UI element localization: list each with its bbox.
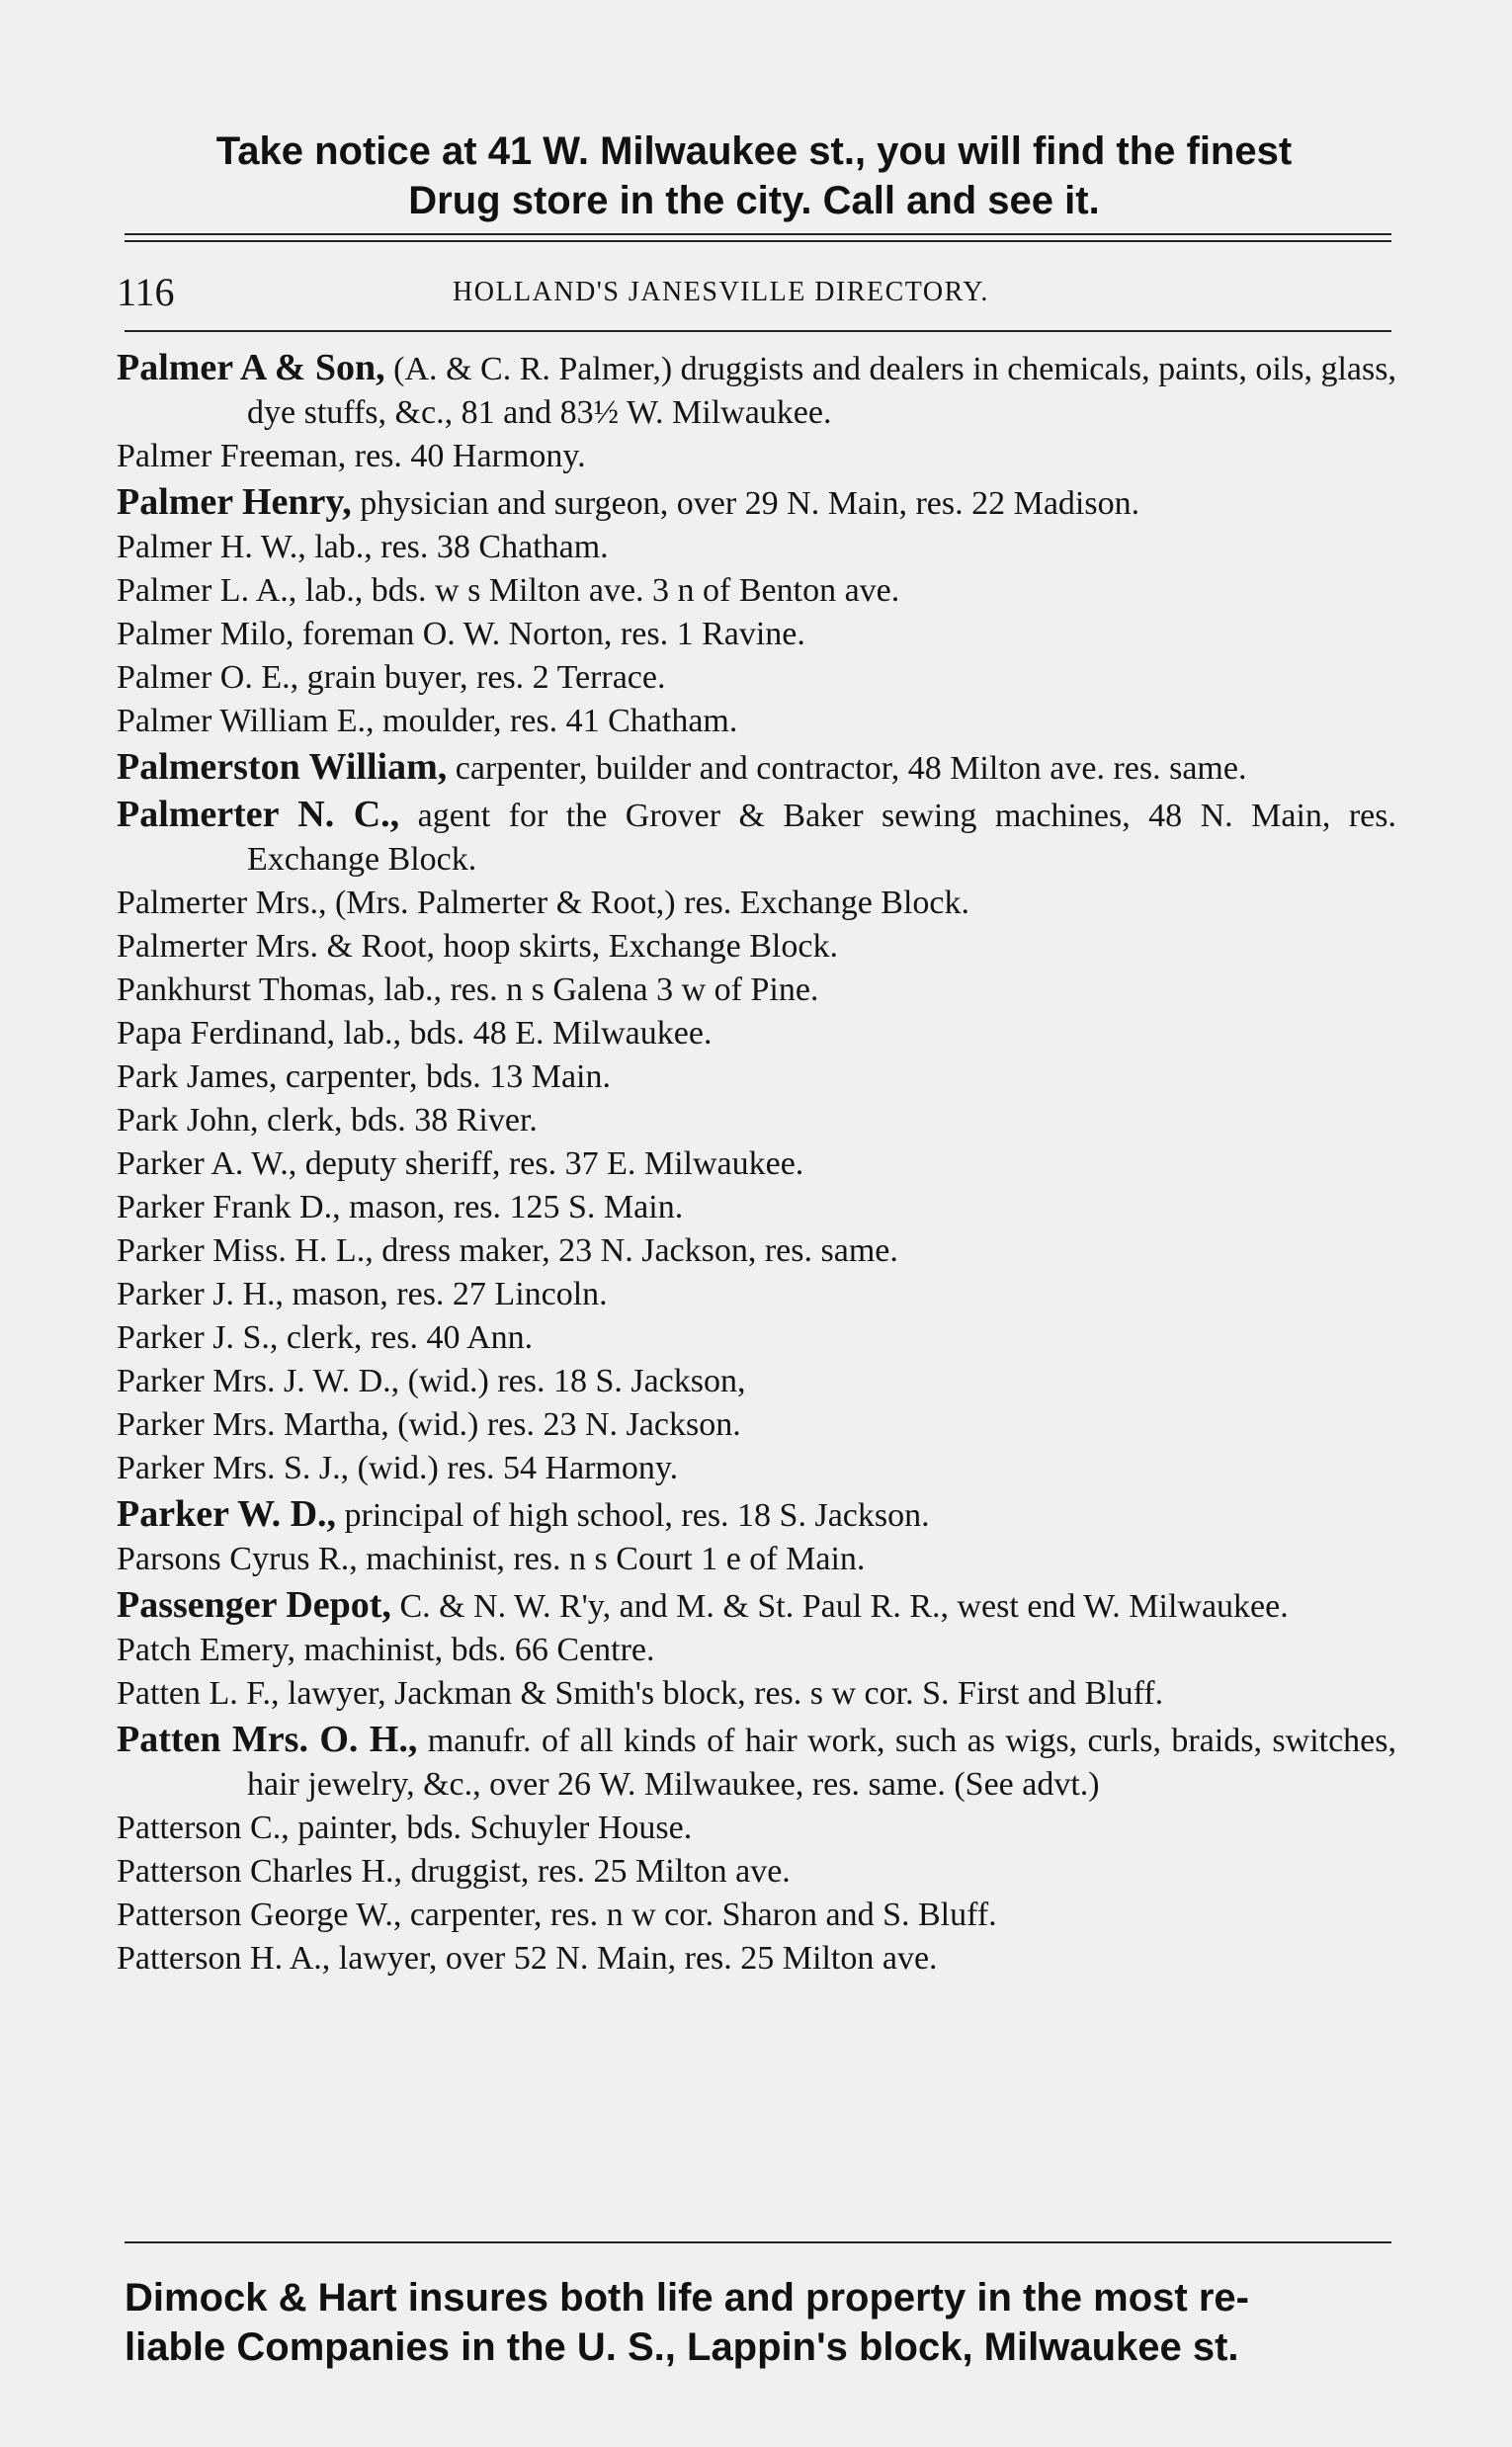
entry-name: Palmerter N. C., <box>117 794 400 835</box>
directory-entry <box>117 1538 1396 1581</box>
directory-entry <box>117 1672 1396 1716</box>
entry-text: (A. & C. R. Palmer,) druggists and dealers in chemicals, paints, oils, glass, dye stuffs, &c., 81 and 83½ W. Milwaukee. <box>247 351 1396 431</box>
entry-text: manufr. of all kinds of hair work, such as wigs, curls, braids, switches, hair jewelry, &c., over 26 W. Milwaukee, res. same. (See advt.) <box>247 1723 1397 1803</box>
entry-text: Parker Mrs. S. J., (wid.) res. 54 Harmony. <box>117 1450 679 1486</box>
entry-text: Parsons Cyrus R., machinist, res. n s Court 1 e of Main. <box>117 1541 866 1577</box>
directory-entry <box>117 1012 1396 1055</box>
page-number: 116 <box>117 270 175 314</box>
entry-text: Park James, carpenter, bds. 13 Main. <box>117 1058 612 1095</box>
directory-entry <box>117 700 1396 743</box>
entry-text: Patch Emery, machinist, bds. 66 Centre. <box>117 1632 655 1668</box>
page-header <box>117 265 1391 320</box>
directory-entry <box>117 793 1396 882</box>
entry-text: Patterson H. A., lawyer, over 52 N. Main, res. 25 Milton ave. <box>117 1940 938 1977</box>
top-advertisement <box>117 127 1391 225</box>
entry-text: Parker Mrs. J. W. D., (wid.) res. 18 S. Jackson, <box>117 1363 746 1399</box>
directory-entry <box>117 1055 1396 1099</box>
directory-entries <box>117 344 1396 1981</box>
entry-name: Palmer A & Son, <box>117 347 385 388</box>
directory-entry <box>117 1403 1396 1447</box>
bottom-rule <box>125 2241 1391 2243</box>
top-ad-line-1: Take notice at 41 W. Milwaukee st., you will find the finest <box>215 129 1293 173</box>
entry-text: Palmer William E., moulder, res. 41 Chatham. <box>117 703 738 739</box>
entry-text: C. & N. W. R'y, and M. & St. Paul R. R., west end W. Milwaukee. <box>390 1588 1289 1625</box>
entry-text: Park John, clerk, bds. 38 River. <box>117 1102 538 1139</box>
directory-entry <box>117 1273 1396 1316</box>
header-rule <box>125 330 1391 332</box>
directory-entry <box>117 1447 1396 1490</box>
entry-text: Palmer H. W., lab., res. 38 Chatham. <box>117 529 609 565</box>
directory-entry <box>117 925 1396 969</box>
entry-text: agent for the Grover & Baker sewing machines, 48 N. Main, res. Exchange Block. <box>247 798 1396 878</box>
entry-text: Patterson C., painter, bds. Schuyler House. <box>117 1810 693 1846</box>
bottom-ad-line-2: liable Companies in the U. S., Lappin's block, Milwaukee st. <box>125 2325 1239 2369</box>
entry-text: Parker Frank D., mason, res. 125 S. Main. <box>117 1189 684 1225</box>
directory-entry <box>117 1807 1396 1850</box>
entry-text: Parker J. S., clerk, res. 40 Ann. <box>117 1319 534 1356</box>
directory-entry <box>117 656 1396 700</box>
entry-text: Papa Ferdinand, lab., bds. 48 E. Milwaukee. <box>117 1015 713 1052</box>
directory-entry <box>117 613 1396 656</box>
entry-text: Patten L. F., lawyer, Jackman & Smith's block, res. s w cor. S. First and Bluff. <box>117 1675 1164 1712</box>
bottom-advertisement <box>125 2273 1399 2372</box>
directory-entry <box>117 346 1396 435</box>
directory-entry <box>117 1360 1396 1403</box>
directory-entry <box>117 1583 1396 1629</box>
entry-text: Parker Mrs. Martha, (wid.) res. 23 N. Jackson. <box>117 1406 741 1443</box>
entry-text: Patterson George W., carpenter, res. n w cor. Sharon and S. Bluff. <box>117 1897 997 1933</box>
top-double-rule-a <box>125 233 1391 235</box>
directory-entry <box>117 745 1396 791</box>
top-ad-line-2: Drug store in the city. Call and see it. <box>408 179 1100 222</box>
entry-name: Palmerston William, <box>117 746 448 788</box>
entry-text: Parker J. H., mason, res. 27 Lincoln. <box>117 1276 608 1312</box>
directory-entry <box>117 1850 1396 1894</box>
directory-entry <box>117 1142 1396 1186</box>
directory-entry <box>117 1492 1396 1538</box>
directory-entry <box>117 1629 1396 1672</box>
top-double-rule-b <box>125 240 1391 242</box>
entry-name: Passenger Depot, <box>117 1584 391 1626</box>
entry-text: carpenter, builder and contractor, 48 Milton ave. res. same. <box>447 750 1247 787</box>
directory-entry <box>117 569 1396 613</box>
directory-entry <box>117 1229 1396 1273</box>
entry-text: Palmer O. E., grain buyer, res. 2 Terrace. <box>117 659 666 696</box>
entry-text: physician and surgeon, over 29 N. Main, res. 22 Madison. <box>351 485 1140 522</box>
directory-entry <box>117 1316 1396 1360</box>
directory-entry <box>117 526 1396 569</box>
directory-entry <box>117 480 1396 526</box>
entry-text: Palmerter Mrs. & Root, hoop skirts, Exchange Block. <box>117 928 838 965</box>
entry-text: Pankhurst Thomas, lab., res. n s Galena 3 w of Pine. <box>117 971 819 1008</box>
entry-text: Parker Miss. H. L., dress maker, 23 N. Jackson, res. same. <box>117 1232 898 1269</box>
entry-text: Palmer Freeman, res. 40 Harmony. <box>117 438 586 474</box>
directory-entry <box>117 882 1396 925</box>
directory-entry <box>117 1894 1396 1937</box>
entry-name: Palmer Henry, <box>117 481 352 523</box>
directory-entry <box>117 435 1396 478</box>
entry-text: Palmerter Mrs., (Mrs. Palmerter & Root,) res. Exchange Block. <box>117 885 970 921</box>
directory-entry <box>117 1937 1396 1981</box>
entry-text: Patterson Charles H., druggist, res. 25 Milton ave. <box>117 1853 791 1890</box>
bottom-ad-line-1: Dimock & Hart insures both life and property in the most re- <box>125 2276 1249 2320</box>
entry-text: Parker A. W., deputy sheriff, res. 37 E. Milwaukee. <box>117 1145 804 1182</box>
entry-text: principal of high school, res. 18 S. Jackson. <box>336 1497 930 1534</box>
directory-entry <box>117 1718 1396 1807</box>
directory-entry <box>117 1186 1396 1229</box>
directory-entry <box>117 969 1396 1012</box>
running-title: HOLLAND'S JANESVILLE DIRECTORY. <box>453 277 989 307</box>
entry-name: Parker W. D., <box>117 1493 337 1535</box>
directory-entry <box>117 1099 1396 1142</box>
entry-text: Palmer Milo, foreman O. W. Norton, res. 1 Ravine. <box>117 616 805 652</box>
entry-text: Palmer L. A., lab., bds. w s Milton ave. 3 n of Benton ave. <box>117 572 900 609</box>
entry-name: Patten Mrs. O. H., <box>117 1719 418 1760</box>
